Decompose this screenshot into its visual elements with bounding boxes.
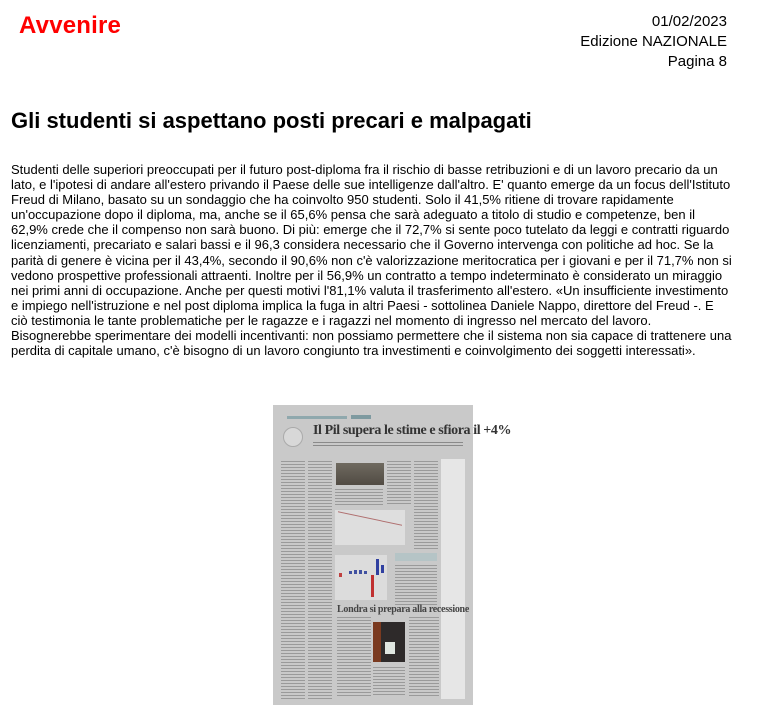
thumbnail-chart-bar xyxy=(339,573,342,577)
publication-date: 01/02/2023 xyxy=(651,13,727,30)
publication-edition: Edizione NAZIONALE xyxy=(580,33,727,50)
thumbnail-chart-bar xyxy=(349,571,352,574)
thumbnail-chart-bar xyxy=(364,571,367,574)
thumbnail-text-column xyxy=(414,461,438,551)
thumbnail-text-column xyxy=(281,461,305,699)
publication-name: Avvenire xyxy=(19,12,122,39)
thumbnail-text-column xyxy=(395,565,437,605)
thumbnail-badge-icon xyxy=(283,427,303,447)
newspaper-page-thumbnail[interactable] xyxy=(273,405,512,705)
thumbnail-photo xyxy=(336,463,384,485)
thumbnail-chart-bar xyxy=(354,570,357,574)
thumbnail-photo xyxy=(373,622,405,662)
thumbnail-chart-bar xyxy=(359,570,362,574)
thumbnail-section-logo xyxy=(351,415,371,419)
thumbnail-text-column xyxy=(335,489,383,507)
thumbnail-sidebar-box xyxy=(441,459,465,699)
thumbnail-text-column xyxy=(387,461,411,505)
thumbnail-subheadline xyxy=(313,442,463,448)
thumbnail-chart-line xyxy=(338,511,402,546)
thumbnail-text-column xyxy=(308,461,332,699)
thumbnail-info-box xyxy=(395,553,437,561)
thumbnail-chart-bar xyxy=(371,575,374,597)
thumbnail-text-column xyxy=(337,617,371,697)
thumbnail-chart-bar xyxy=(376,559,379,575)
article-body: Studenti delle superiori preoccupati per il futuro post-diploma fra il rischio di basse retribuzioni e di un lavoro precario da un lato, e l'ipotesi di andare all'estero privando il Paese delle sue intelligenze dall'altro. E' quanto emerge da un focus dell'Istituto Freud di Milano, basato su un sondaggio che ha coinvolto 950 studenti. Solo il 41,5% ritiene di trovare rapidamente un'occupazione dopo il diploma, ma, anche se il 65,6% pensa che sarà adeguato a titolo di studio e competenze, ben il 62,9% crede che il compenso non sarà buono. Di più: emerge che il 72,7% si sente poco tutelato da leggi e contratti riguardo licenziamenti, precariato e salari bassi e il 96,3 considera necessario che il Governo intervenga con politiche ad hoc. Se la parità di genere è vicina per il 43,4%, secondo il 90,6% non c'è valorizzazione meritocratica per i giovani e per il 71,7% non si vedono prospettive professionali attraenti. Inoltre per il 56,9% un contratto a tempo indeterminato è considerato un miraggio nei primi anni di occupazione. Anche per questi motivi l'81,1% valuta il trasferimento all'estero. «Un insufficiente investimento e impiego nell'istruzione e nel post diploma implica la fuga in altri Paesi - sottolinea Daniele Nappo, direttore del Freud -. E ciò testimonia le tante problematiche per le ragazze e i ragazzi nel momento di ingresso nel mercato del lavoro. Bisognerebbe sperimentare dei modelli incentivanti: non possiamo permettere che il sistema non sia capace di trattenere una perdita di capitale umano, c'è bisogno di un lavoro congiunto tra investimenti e coinvolgimento dei soggetti interessati». xyxy=(11,162,732,359)
thumbnail-secondary-headline: Londra si prepara alla recessione xyxy=(337,604,469,615)
thumbnail-line-chart xyxy=(335,510,405,545)
thumbnail-bar-chart xyxy=(335,555,387,600)
article-title: Gli studenti si aspettano posti precari e malpagati xyxy=(11,108,532,133)
publication-meta xyxy=(580,12,727,72)
thumbnail-text-column xyxy=(409,617,439,697)
thumbnail-chart-bar xyxy=(381,565,384,573)
page-number: Pagina 8 xyxy=(667,53,727,70)
thumbnail-headline: Il Pil supera le stime e sfiora il +4% xyxy=(313,423,512,438)
thumbnail-section-bar xyxy=(287,416,347,419)
thumbnail-text-column xyxy=(373,667,405,697)
